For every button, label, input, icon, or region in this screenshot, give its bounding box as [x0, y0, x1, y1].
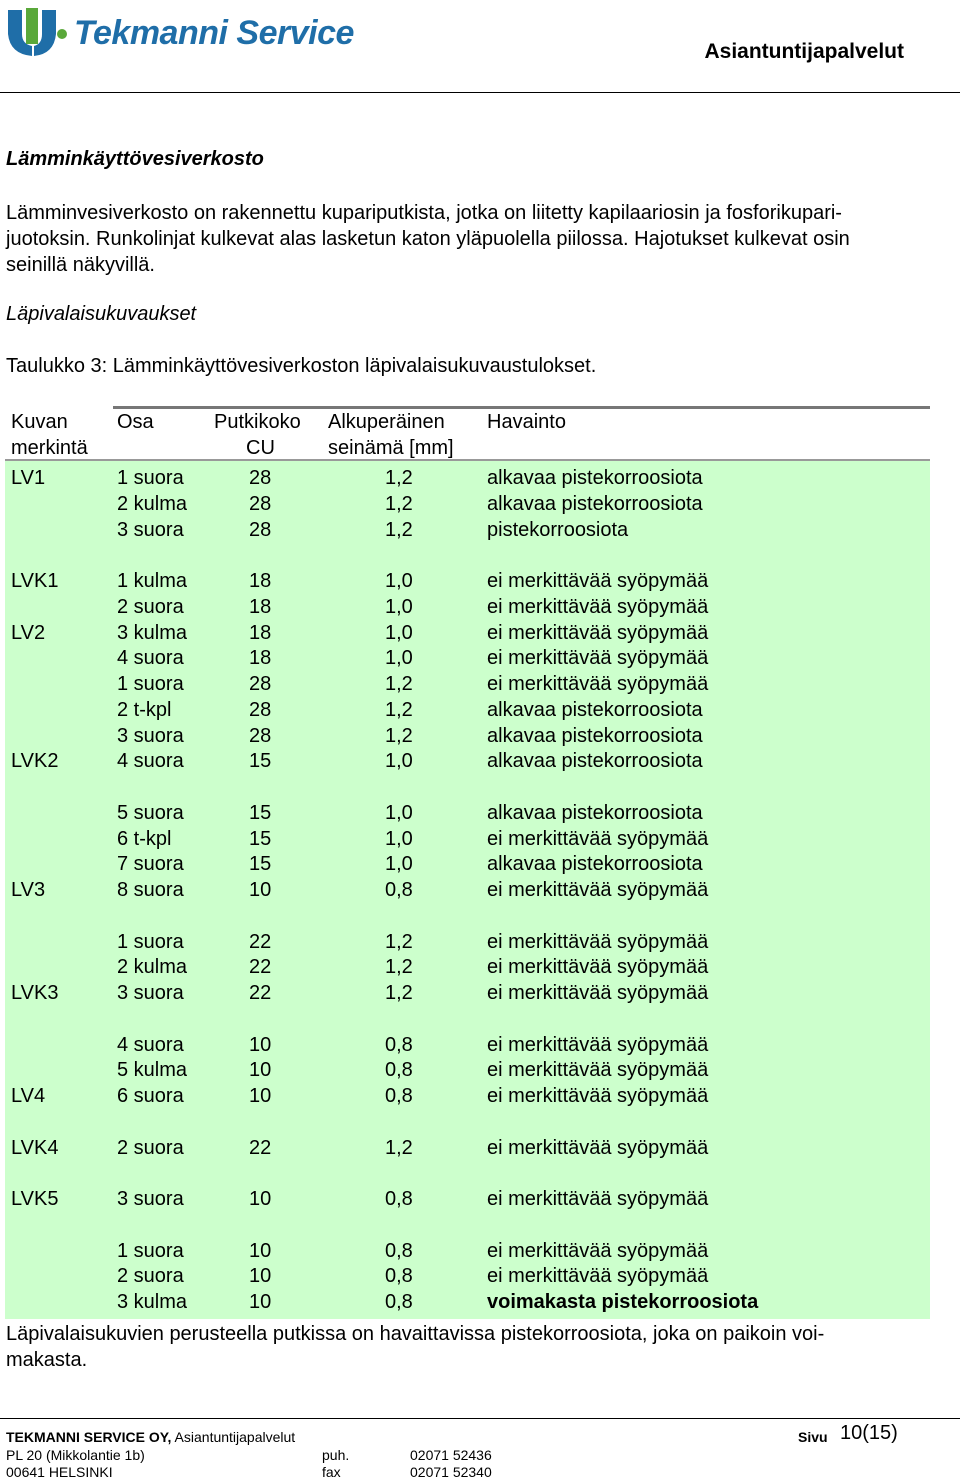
- cell-kuva: LVK5: [11, 1188, 59, 1210]
- table-row: [5, 774, 930, 800]
- header-osa: Osa: [117, 411, 154, 433]
- cell-havainto: ei merkittävää syöpymää: [487, 956, 709, 979]
- table-row: [5, 1289, 930, 1315]
- table-row: [5, 1238, 930, 1264]
- cell-seinama: 1,2: [385, 518, 413, 541]
- cell-putkikoko: 10: [249, 1059, 272, 1082]
- table-row: [5, 877, 930, 903]
- cell-havainto: ei merkittävää syöpymää: [487, 1239, 709, 1262]
- table-row: [5, 1135, 930, 1161]
- cell-putkikoko: 28: [249, 492, 272, 515]
- cell-putkikoko: 22: [249, 930, 272, 953]
- cell-seinama: 1,2: [385, 956, 413, 979]
- cell-putkikoko: 28: [249, 673, 272, 695]
- cell-putkikoko: 15: [249, 801, 272, 824]
- cell-havainto: pistekorroosiota: [487, 518, 629, 541]
- cell-havainto: alkavaa pistekorroosiota: [487, 801, 703, 824]
- cell-seinama: 1,0: [385, 621, 413, 644]
- cell-osa: 3 suora: [117, 1188, 184, 1210]
- header-title: Asiantuntijapalvelut: [704, 40, 904, 63]
- cell-havainto: ei merkittävää syöpymää: [487, 1188, 709, 1210]
- table-row: [5, 1109, 930, 1135]
- cell-havainto: ei merkittävää syöpymää: [487, 647, 709, 670]
- cell-putkikoko: 10: [249, 1033, 272, 1056]
- cell-havainto: ei merkittävää syöpymää: [487, 1059, 709, 1082]
- cell-osa: 1 suora: [117, 467, 184, 489]
- cell-osa: 3 suora: [117, 724, 184, 747]
- table-row: [5, 697, 930, 723]
- table-row: [5, 903, 930, 929]
- header-koko-2: CU: [246, 437, 275, 459]
- table-row: [5, 671, 930, 697]
- cell-osa: 3 kulma: [117, 621, 188, 644]
- table-row: [5, 851, 930, 877]
- cell-osa: 2 suora: [117, 1265, 184, 1288]
- company-logo: [4, 4, 354, 62]
- footer-divider: [0, 1418, 960, 1419]
- cell-osa: 5 suora: [117, 801, 184, 824]
- cell-kuva: LV3: [11, 879, 46, 901]
- table-row: [5, 491, 930, 517]
- cell-putkikoko: 10: [249, 1188, 272, 1210]
- cell-seinama: 0,8: [385, 1239, 413, 1262]
- cell-putkikoko: 28: [249, 724, 272, 747]
- cell-putkikoko: 28: [249, 698, 272, 721]
- cell-osa: 3 kulma: [117, 1291, 188, 1313]
- cell-osa: 2 suora: [117, 1136, 184, 1159]
- cell-osa: 2 suora: [117, 595, 184, 618]
- cell-osa: 3 suora: [117, 982, 184, 1004]
- header-kuva: Kuvan: [11, 411, 68, 433]
- cell-putkikoko: 15: [249, 827, 272, 850]
- cell-seinama: 1,2: [385, 467, 413, 489]
- cell-havainto: alkavaa pistekorroosiota: [487, 750, 703, 773]
- cell-kuva: LVK2: [11, 750, 59, 773]
- cell-osa: 6 suora: [117, 1085, 184, 1107]
- cell-putkikoko: 10: [249, 1085, 272, 1107]
- cell-seinama: 1,0: [385, 801, 413, 824]
- cell-osa: 1 suora: [117, 1239, 184, 1262]
- footer-page-number: 10(15): [840, 1422, 898, 1444]
- cell-putkikoko: 22: [249, 956, 272, 979]
- intro-line: juotoksin. Runkolinjat kulkevat alas lasketun katon yläpuolella piilossa. Hajotukset kulkevat osin: [6, 228, 850, 250]
- cell-seinama: 0,8: [385, 1033, 413, 1056]
- table-row: [5, 1186, 930, 1212]
- cell-putkikoko: 28: [249, 467, 272, 489]
- table-row: [5, 1083, 930, 1109]
- cell-kuva: LVK3: [11, 982, 59, 1004]
- cell-putkikoko: 22: [249, 1136, 272, 1159]
- cell-seinama: 1,0: [385, 827, 413, 850]
- intro-paragraph: [6, 200, 956, 278]
- table-row: [5, 929, 930, 955]
- table-row: [5, 826, 930, 852]
- footer-company-name: TEKMANNI SERVICE OY,: [6, 1429, 172, 1445]
- table-row: [5, 620, 930, 646]
- table-row: [5, 723, 930, 749]
- cell-seinama: 1,2: [385, 724, 413, 747]
- cell-havainto: alkavaa pistekorroosiota: [487, 853, 703, 876]
- table-row: [5, 1006, 930, 1032]
- table-row: [5, 1212, 930, 1238]
- cell-havainto: ei merkittävää syöpymää: [487, 595, 709, 618]
- cell-osa: 1 suora: [117, 930, 184, 953]
- table-row: [5, 1057, 930, 1083]
- cell-havainto: ei merkittävää syöpymää: [487, 1136, 709, 1159]
- cell-havainto: ei merkittävää syöpymää: [487, 982, 709, 1004]
- cell-havainto: ei merkittävää syöpymää: [487, 570, 709, 592]
- conclusion-line: Läpivalaisukuvien perusteella putkissa on havaittavissa pistekorroosiota, joka on paikoin voi-: [6, 1323, 825, 1345]
- cell-osa: 7 suora: [117, 853, 184, 876]
- cell-osa: 4 suora: [117, 750, 184, 773]
- table-row: [5, 645, 930, 671]
- cell-havainto: ei merkittävää syöpymää: [487, 1033, 709, 1056]
- cell-seinama: 1,2: [385, 492, 413, 515]
- cell-putkikoko: 10: [249, 1239, 272, 1262]
- cell-seinama: 1,0: [385, 595, 413, 618]
- cell-osa: 1 suora: [117, 673, 184, 695]
- cell-seinama: 1,2: [385, 930, 413, 953]
- cell-havainto: ei merkittävää syöpymää: [487, 673, 709, 695]
- cell-putkikoko: 28: [249, 518, 272, 541]
- cell-havainto: ei merkittävää syöpymää: [487, 1265, 709, 1288]
- footer-address: PL 20 (Mikkolantie 1b): [6, 1447, 145, 1463]
- cell-kuva: LV1: [11, 467, 46, 489]
- cell-seinama: 0,8: [385, 1188, 413, 1210]
- table-row: [5, 542, 930, 568]
- table-row: [5, 1160, 930, 1186]
- cell-havainto: ei merkittävää syöpymää: [487, 879, 709, 901]
- cell-seinama: 1,0: [385, 570, 413, 592]
- cell-havainto: alkavaa pistekorroosiota: [487, 467, 703, 489]
- cell-putkikoko: 18: [249, 621, 272, 644]
- cell-osa: 4 suora: [117, 647, 184, 670]
- cell-osa: 1 kulma: [117, 570, 188, 592]
- intro-line: Lämminvesiverkosto on rakennettu kupariputkista, jotka on liitetty kapilaariosin ja fosforikupari-: [6, 202, 842, 224]
- cell-osa: 2 kulma: [117, 492, 188, 515]
- table-row: [5, 594, 930, 620]
- cell-putkikoko: 15: [249, 750, 272, 773]
- cell-seinama: 0,8: [385, 1085, 413, 1107]
- footer-page-label: Sivu: [798, 1429, 828, 1445]
- table-row: [5, 1263, 930, 1289]
- cell-putkikoko: 10: [249, 1291, 272, 1313]
- cell-osa: 2 t-kpl: [117, 698, 172, 721]
- cell-putkikoko: 18: [249, 647, 272, 670]
- cell-osa: 5 kulma: [117, 1059, 188, 1082]
- cell-havainto: alkavaa pistekorroosiota: [487, 724, 703, 747]
- section-title: Lämminkäyttövesiverkosto: [6, 148, 264, 170]
- cell-osa: 4 suora: [117, 1033, 184, 1056]
- footer-company: [6, 1429, 295, 1446]
- logo-emblem-icon: [4, 4, 70, 62]
- table-row: [5, 954, 930, 980]
- cell-seinama: 1,0: [385, 853, 413, 876]
- cell-seinama: 0,8: [385, 1291, 413, 1313]
- cell-seinama: 1,2: [385, 1136, 413, 1159]
- cell-putkikoko: 10: [249, 879, 272, 901]
- table-row: [5, 980, 930, 1006]
- cell-putkikoko: 15: [249, 853, 272, 876]
- intro-line: seinillä näkyvillä.: [6, 254, 155, 276]
- cell-seinama: 0,8: [385, 879, 413, 901]
- header-havainto: Havainto: [487, 411, 566, 433]
- header-seinama-2: seinämä [mm]: [328, 437, 454, 459]
- conclusion-paragraph: [6, 1321, 946, 1373]
- cell-putkikoko: 22: [249, 982, 272, 1004]
- table-row: [5, 465, 930, 491]
- cell-havainto: alkavaa pistekorroosiota: [487, 698, 703, 721]
- cell-osa: 3 suora: [117, 518, 184, 541]
- table-row: [5, 517, 930, 543]
- table-row: [5, 748, 930, 774]
- cell-havainto: ei merkittävää syöpymää: [487, 930, 709, 953]
- cell-kuva: LV4: [11, 1085, 46, 1107]
- footer-phone: 02071 52436: [410, 1447, 492, 1463]
- table-row: [5, 800, 930, 826]
- footer-fax-label: fax: [322, 1464, 341, 1480]
- cell-seinama: 1,0: [385, 647, 413, 670]
- cell-havainto: voimakasta pistekorroosiota: [487, 1291, 759, 1313]
- table-body: [5, 461, 930, 1319]
- logo-text: Tekmanni Service: [74, 14, 354, 52]
- table-row: [5, 568, 930, 594]
- cell-seinama: 1,2: [385, 698, 413, 721]
- cell-kuva: LV2: [11, 621, 46, 644]
- table-row: [5, 1032, 930, 1058]
- cell-osa: 6 t-kpl: [117, 827, 172, 850]
- footer-company-suffix: Asiantuntijapalvelut: [171, 1429, 296, 1445]
- header-divider: [0, 92, 960, 93]
- header-koko: Putkikoko: [214, 411, 301, 433]
- cell-kuva: LVK4: [11, 1136, 59, 1159]
- cell-osa: 8 suora: [117, 879, 184, 901]
- cell-havainto: ei merkittävää syöpymää: [487, 1085, 709, 1107]
- cell-havainto: ei merkittävää syöpymää: [487, 621, 709, 644]
- cell-seinama: 1,2: [385, 673, 413, 695]
- table-caption: Taulukko 3: Lämminkäyttövesiverkoston läpivalaisukuvaustulokset.: [6, 355, 597, 377]
- cell-putkikoko: 18: [249, 570, 272, 592]
- cell-putkikoko: 10: [249, 1265, 272, 1288]
- footer-fax: 02071 52340: [410, 1464, 492, 1480]
- conclusion-line: makasta.: [6, 1349, 88, 1371]
- footer-postcode: 00641 HELSINKI: [6, 1464, 113, 1480]
- cell-osa: 2 kulma: [117, 956, 188, 979]
- header-seinama: Alkuperäinen: [328, 411, 445, 433]
- footer-phone-label: puh.: [322, 1447, 350, 1463]
- cell-seinama: 1,0: [385, 750, 413, 773]
- header-kuva-2: merkintä: [11, 437, 88, 459]
- subsection-title: Läpivalaisukuvaukset: [6, 303, 197, 325]
- table-header: [5, 409, 930, 461]
- cell-putkikoko: 18: [249, 595, 272, 618]
- cell-havainto: alkavaa pistekorroosiota: [487, 492, 703, 515]
- cell-kuva: LVK1: [11, 570, 59, 592]
- cell-seinama: 0,8: [385, 1059, 413, 1082]
- cell-seinama: 1,2: [385, 982, 413, 1004]
- cell-seinama: 0,8: [385, 1265, 413, 1288]
- cell-havainto: ei merkittävää syöpymää: [487, 827, 709, 850]
